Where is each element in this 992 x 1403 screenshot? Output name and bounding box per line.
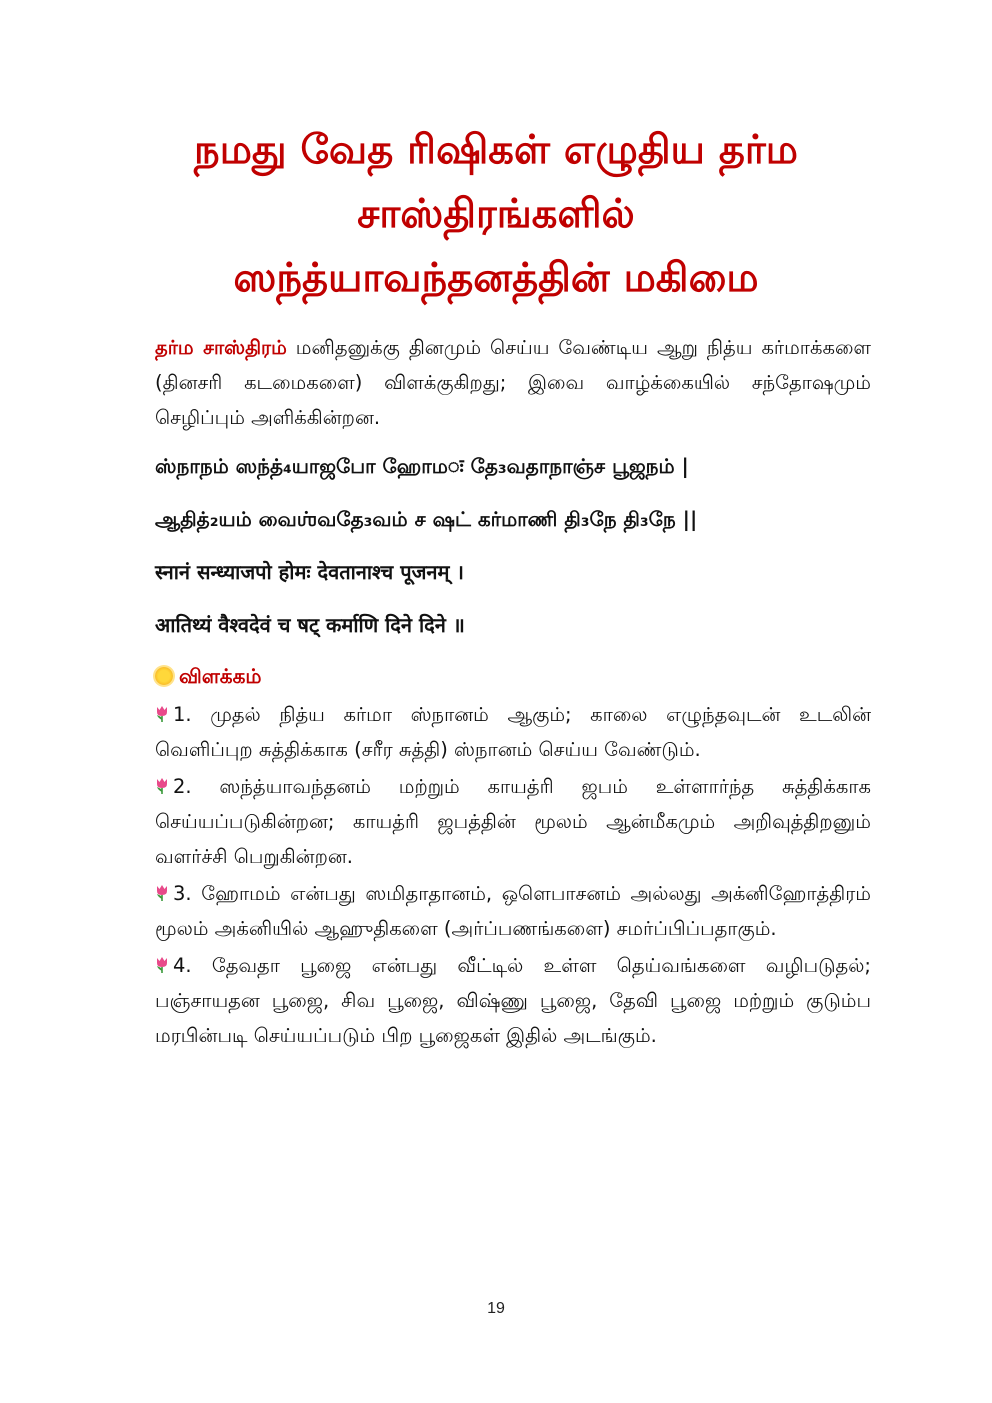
list-item [155,697,871,767]
list-item-text: 3. ஹோமம் என்பது ஸமிதாதானம், ஒளெபாசனம் அல்லது அக்னிஹோத்திரம் மூலம் அக்னியில் ஆஹுதிகளை (அர்ப்பணங்களை) சமர்ப்பிப்பதாகும். [155,882,871,940]
title-line-1: நமது வேத ரிஷிகள் எழுதிய தர்ம [194,127,798,173]
tulip-icon [155,956,169,974]
list-item-text: 4. தேவதா பூஜை என்பது வீட்டில் உள்ள தெய்வங்களை வழிபடுதல்; பஞ்சாயதன பூஜை, சிவ பூஜை, விஷ்ணு பூஜை, தேவி பூஜை மற்றும் குடும்ப மரபின்படி செய்யப்படும் பிற பூஜைகள் இதில் அடங்கும். [155,954,871,1047]
intro-paragraph [155,330,871,435]
explanation-heading [155,661,871,691]
list-item [155,769,871,874]
verse-line-1: ஸ்நாநம் ஸந்த்₄யாஜபோ ஹோமः தே₃வதாநாஞ்ச பூஜநம் | [155,454,689,478]
tulip-icon [155,884,169,902]
tulip-icon [155,705,169,723]
verse-line-3: स्नानं सन्ध्याजपो होमः देवतानाश्च पूजनम् । [155,560,465,584]
intro-text: மனிதனுக்கு தினமும் செய்ய வேண்டிய ஆறு நித்ய கர்மாக்களை (தினசரி கடமைகளை) விளக்குகிறது; இவை வாழ்க்கையில் சந்தோஷமும் செழிப்பும் அளிக்கின்றன. [155,336,871,429]
explanation-heading-text: விளக்கம் [179,664,262,688]
list-item [155,948,871,1053]
document-body [155,330,871,1055]
title-line-2: சாஸ்திரங்களில் [357,191,635,237]
tulip-icon [155,777,169,795]
intro-highlight: தர்ம சாஸ்திரம் [155,336,287,359]
list-item-text: 2. ஸந்த்யாவந்தனம் மற்றும் காயத்ரி ஜபம் உள்ளார்ந்த சுத்திக்காக செய்யப்படுகின்றன; காயத்ரி ஜபத்தின் மூலம் ஆன்மீகமும் அறிவுத்திறனும் வளர்ச்சி பெறுகின்றன. [155,775,871,868]
title-line-3: ஸந்த்யாவந்தனத்தின் மகிமை [233,255,759,301]
list-item [155,876,871,946]
verse-line-4: आतिथ्यं वैश्वदेवं च षट् कर्माणि दिने दिने ॥ [155,613,465,637]
page-number: 19 [487,1300,505,1317]
sun-icon [155,667,173,685]
page-title [120,118,872,310]
list-item-text: 1. முதல் நித்ய கர்மா ஸ்நானம் ஆகும்; காலை எழுந்தவுடன் உடலின் வெளிப்புற சுத்திக்காக (சரீர சுத்தி) ஸ்நானம் செய்ய வேண்டும். [155,703,871,761]
verse-line-2: ஆதித்₂யம் வைஶ்வதே₃வம் ச ஷட் கர்மாணி தி₃நே தி₃நே || [155,507,698,531]
